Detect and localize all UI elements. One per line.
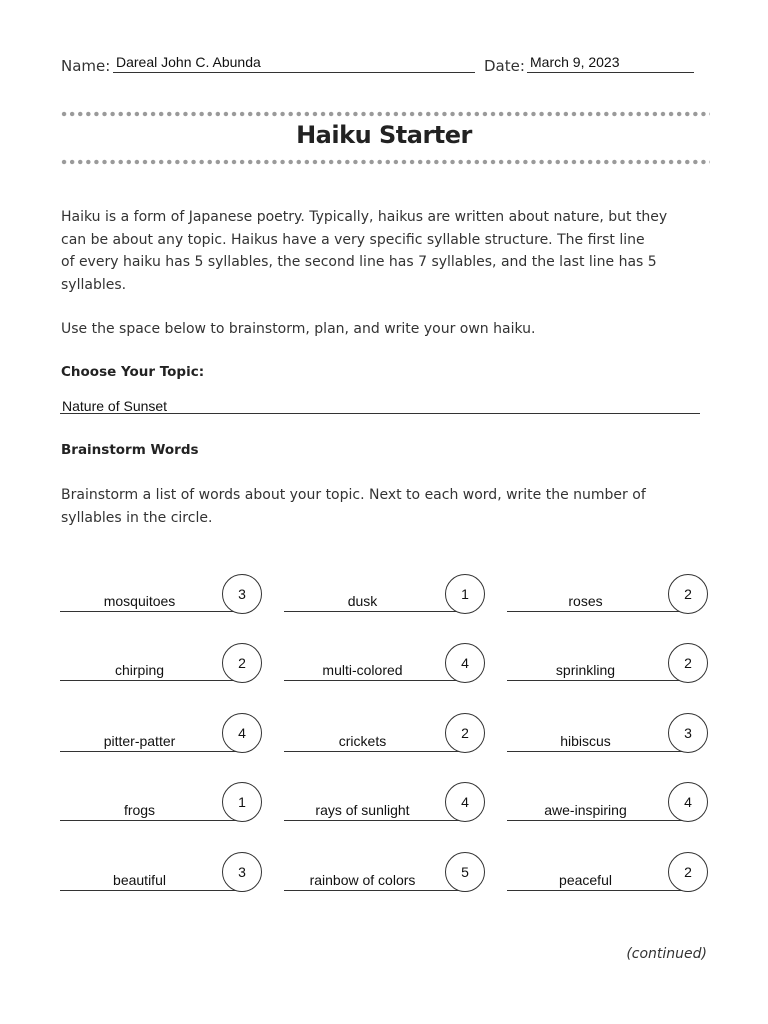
brainstorm-instruction-line: Brainstorm a list of words about your topic. Next to each word, write the number of [61, 487, 646, 503]
word-underline [284, 890, 470, 891]
brainstorm-word[interactable]: sprinkling [555, 662, 616, 678]
syllable-circle[interactable]: 4 [445, 782, 485, 822]
intro-line: syllables. [61, 276, 127, 293]
brainstorm-word[interactable]: beautiful [113, 872, 166, 888]
word-underline [507, 751, 693, 752]
date-label: Date: [484, 57, 525, 75]
topic-underline [60, 413, 700, 414]
syllable-circle[interactable]: 2 [668, 574, 708, 614]
syllable-circle[interactable]: 4 [445, 643, 485, 683]
brainstorm-word[interactable]: peaceful [559, 872, 612, 888]
brainstorm-word[interactable]: awe-inspiring [544, 802, 627, 818]
dotted-divider-bottom [60, 159, 710, 165]
syllable-circle[interactable]: 2 [222, 643, 262, 683]
date-underline [527, 72, 694, 73]
date-field[interactable]: March 9, 2023 [530, 54, 620, 70]
name-field[interactable]: Dareal John C. Abunda [116, 54, 261, 70]
intro-line: Haiku is a form of Japanese poetry. Typically, haikus are written about nature, but they [61, 209, 668, 225]
word-underline [507, 820, 693, 821]
topic-heading: Choose Your Topic: [61, 364, 205, 380]
word-underline [60, 751, 246, 752]
intro-paragraph [61, 206, 711, 296]
word-underline [284, 611, 470, 612]
name-underline [113, 72, 475, 73]
brainstorm-heading: Brainstorm Words [61, 442, 199, 458]
word-underline [60, 680, 246, 681]
brainstorm-word[interactable]: pitter-patter [103, 733, 176, 749]
brainstorm-word[interactable]: multi-colored [322, 662, 403, 678]
brainstorm-word[interactable]: roses [568, 593, 603, 609]
brainstorm-word[interactable]: mosquitoes [103, 593, 176, 609]
intro-line: of every haiku has 5 syllables, the second line has 7 syllables, and the last line has 5 [61, 254, 657, 270]
word-underline [507, 890, 693, 891]
syllable-circle[interactable]: 2 [668, 852, 708, 892]
syllable-circle[interactable]: 4 [222, 713, 262, 753]
syllable-circle[interactable]: 5 [445, 852, 485, 892]
brainstorm-word[interactable]: rainbow of colors [309, 872, 416, 888]
page-title: Haiku Starter [296, 121, 472, 149]
continued-note: (continued) [626, 946, 707, 962]
brainstorm-word[interactable]: rays of sunlight [315, 802, 410, 818]
syllable-circle[interactable]: 3 [222, 574, 262, 614]
topic-field[interactable]: Nature of Sunset [62, 398, 168, 414]
syllable-circle[interactable]: 1 [222, 782, 262, 822]
syllable-circle[interactable]: 1 [445, 574, 485, 614]
brainstorm-word[interactable]: frogs [123, 802, 156, 818]
word-underline [507, 611, 693, 612]
syllable-circle[interactable]: 2 [445, 713, 485, 753]
word-underline [284, 751, 470, 752]
syllable-circle[interactable]: 3 [222, 852, 262, 892]
brainstorm-instructions [61, 484, 711, 529]
word-underline [60, 611, 246, 612]
brainstorm-word[interactable]: hibiscus [560, 733, 611, 749]
brainstorm-word[interactable]: chirping [114, 662, 165, 678]
syllable-circle[interactable]: 2 [668, 643, 708, 683]
word-underline [284, 680, 470, 681]
syllable-circle[interactable]: 4 [668, 782, 708, 822]
brainstorm-word[interactable]: dusk [347, 593, 378, 609]
word-underline [507, 680, 693, 681]
word-underline [60, 820, 246, 821]
syllable-circle[interactable]: 3 [668, 713, 708, 753]
brainstorm-word[interactable]: crickets [338, 733, 387, 749]
brainstorm-instruction-line: syllables in the circle. [61, 509, 213, 526]
name-label: Name: [61, 57, 111, 75]
instruction-text: Use the space below to brainstorm, plan, and write your own haiku. [61, 321, 536, 337]
dotted-divider-top [60, 111, 710, 117]
word-underline [284, 820, 470, 821]
intro-line: can be about any topic. Haikus have a very specific syllable structure. The first line [61, 231, 645, 248]
word-underline [60, 890, 246, 891]
